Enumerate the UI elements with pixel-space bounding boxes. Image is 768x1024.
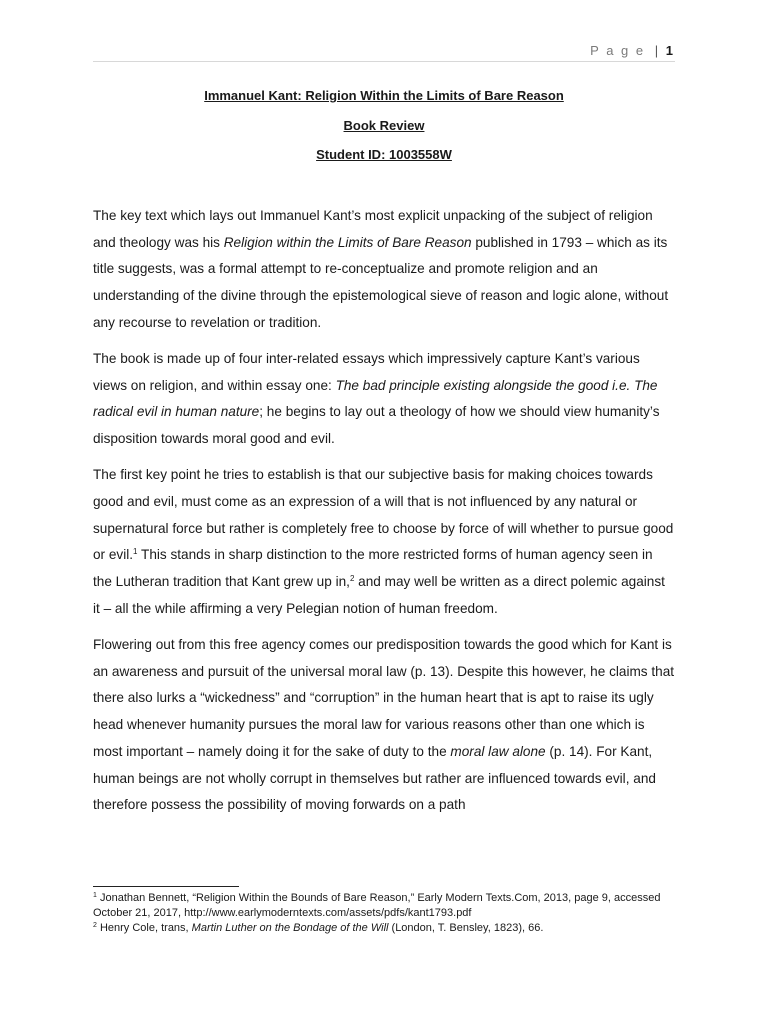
footnote-text: Henry Cole, trans, bbox=[96, 922, 192, 934]
text-run: Flowering out from this free agency comes our predisposition towards the good which for Kant is an awareness and pursuit of the universal moral law (p. 13). Despite this however, he claims that there also lurks a “wickedness” and “corruption” in the human heart that is apt to raise its ugly head whenever humanity pursues the moral law for various reasons other than one which is most important – namely doing it for the sake of duty to the bbox=[93, 637, 675, 759]
header-rule bbox=[93, 61, 675, 62]
emphasis-italic: moral law alone bbox=[450, 743, 546, 759]
footnote-text: (London, T. Bensley, 1823), 66. bbox=[388, 922, 544, 934]
text-run: published in 1793 – which as its title suggests, was a formal attempt to re-conceptualize and promote religion and an understanding of the divine through the epistemological sieve of reason and logic alone, without any recourse to revelation or tradition. bbox=[93, 234, 669, 330]
text-run: The key text which lays out Immanuel Kant’s most explicit unpacking of the subject of religion and theology was his bbox=[93, 208, 653, 250]
book-title-italic: Religion within the Limits of Bare Reason bbox=[223, 234, 472, 250]
page-header bbox=[590, 43, 673, 58]
text-run: (p. 14). For Kant, human beings are not wholly corrupt in themselves but rather are influenced towards evil, and therefore possess the possibility of moving forwards on a path bbox=[93, 743, 656, 813]
text-run: The first key point he tries to establish is that our subjective basis for making choices towards good and evil, must come as an expression of a will that is not influenced by any natural or supernatural force but rather is completely free to choose by force of will whether to pursue good or evil. bbox=[93, 467, 674, 563]
footnote-number: 1 bbox=[93, 892, 97, 899]
title-block bbox=[93, 88, 675, 177]
paragraph-4 bbox=[93, 632, 675, 819]
footnote-book-title: Martin Luther on the Bondage of the Will bbox=[191, 922, 389, 934]
paragraph-2 bbox=[93, 346, 675, 453]
student-id: Student ID: 1003558W bbox=[316, 147, 452, 162]
page-number: 1 bbox=[665, 43, 673, 58]
page-separator: | bbox=[654, 43, 659, 58]
essay-title-italic: The bad principle existing alongside the good i.e. The radical evil in human nature bbox=[93, 377, 658, 420]
paragraph-3 bbox=[93, 462, 675, 622]
document-subtitle: Book Review bbox=[343, 117, 425, 133]
page-label: P a g e bbox=[590, 43, 646, 58]
footnotes bbox=[93, 891, 675, 936]
text-run: and may well be written as a direct polemic against it – all the while affirming a very Pelegian notion of human freedom. bbox=[93, 574, 665, 616]
text-run: The book is made up of four inter-related essays which impressively capture Kant’s various views on religion, and within essay one: bbox=[93, 351, 640, 393]
text-run: ; he begins to lay out a theology of how we should view humanity’s disposition towards moral good and evil. bbox=[93, 404, 660, 447]
footnote-number: 2 bbox=[93, 922, 97, 929]
footnote-ref-2: 2 bbox=[349, 574, 355, 584]
document-title: Immanuel Kant: Religion Within the Limits of Bare Reason bbox=[204, 88, 564, 103]
footnote-separator bbox=[93, 886, 239, 887]
footnote-text: Jonathan Bennett, “Religion Within the Bounds of Bare Reason,” Early Modern Texts.Com, 2013, page 9, accessed October 21, 2017, http://www.earlymoderntexts.com/assets/pdfs/kant1793.pdf bbox=[93, 892, 661, 919]
text-run: This stands in sharp distinction to the more restricted forms of human agency seen in the Lutheran tradition that Kant grew up in, bbox=[93, 547, 653, 590]
paragraph-1 bbox=[93, 203, 675, 337]
footnote-ref-1: 1 bbox=[133, 547, 138, 557]
footnote-1 bbox=[93, 891, 675, 921]
footnote-2 bbox=[93, 921, 675, 936]
body-text bbox=[93, 203, 675, 828]
